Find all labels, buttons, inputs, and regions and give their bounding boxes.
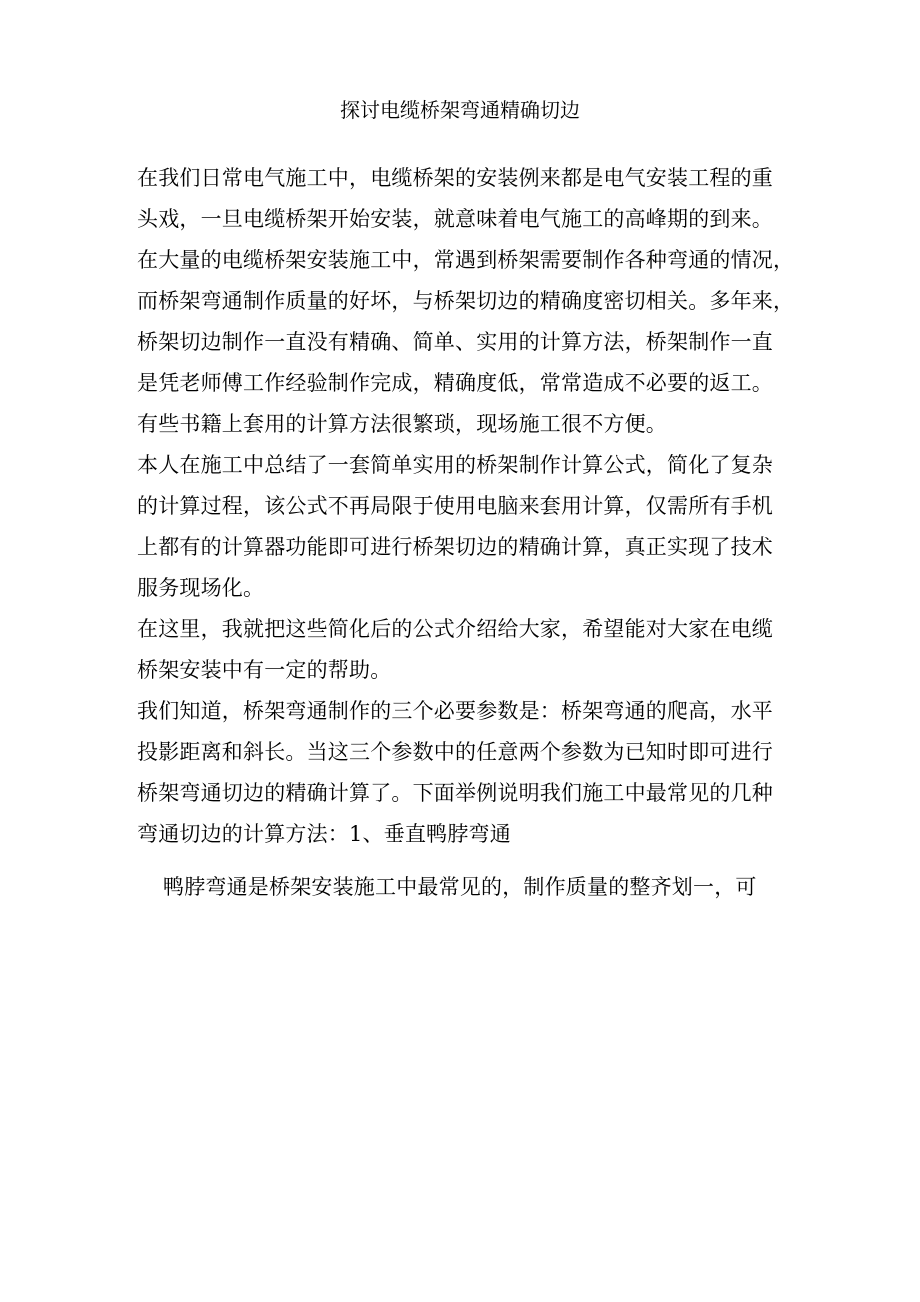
paragraph-gap — [137, 855, 797, 867]
body-line: 我们知道，桥架弯通制作的三个必要参数是：桥架弯通的爬高，水平 — [137, 699, 773, 723]
body-line: 而桥架弯通制作质量的好坏，与桥架切边的精确度密切相关。多年来， — [137, 289, 795, 313]
body-line: 服务现场化。 — [137, 576, 265, 600]
body-line: 投影距离和斜长。当这三个参数中的任意两个参数为已知时即可进行 — [137, 740, 773, 764]
body-line: 头戏，一旦电缆桥架开始安装，就意味着电气施工的高峰期的到来。 — [137, 207, 773, 231]
document-title: 探讨电缆桥架弯通精确切边 — [340, 98, 580, 122]
body-line: 是凭老师傅工作经验制作完成，精确度低，常常造成不必要的返工。 — [137, 371, 773, 395]
body-line: 有些书籍上套用的计算方法很繁琐，现场施工很不方便。 — [137, 412, 667, 436]
body-line: 本人在施工中总结了一套简单实用的桥架制作计算公式，简化了复杂 — [137, 453, 773, 477]
document-body — [137, 158, 797, 908]
body-line: 在大量的电缆桥架安装施工中，常遇到桥架需要制作各种弯通的情况， — [137, 248, 795, 272]
body-line: 桥架安装中有一定的帮助。 — [137, 658, 392, 682]
body-line: 的计算过程，该公式不再局限于使用电脑来套用计算，仅需所有手机 — [137, 494, 773, 518]
body-line: 在这里，我就把这些简化后的公式介绍给大家，希望能对大家在电缆 — [137, 617, 773, 641]
body-line: 在我们日常电气施工中，电缆桥架的安装例来都是电气安装工程的重 — [137, 166, 773, 190]
body-line: 弯通切边的计算方法：1、垂直鸭脖弯通 — [137, 822, 511, 846]
body-line: 桥架切边制作一直没有精确、简单、实用的计算方法，桥架制作一直 — [137, 330, 773, 354]
body-line: 桥架弯通切边的精确计算了。下面举例说明我们施工中最常见的几种 — [137, 781, 773, 805]
body-line: 鸭脖弯通是桥架安装施工中最常见的，制作质量的整齐划一，可 — [163, 875, 757, 899]
body-line: 上都有的计算器功能即可进行桥架切边的精确计算，真正实现了技术 — [137, 535, 773, 559]
